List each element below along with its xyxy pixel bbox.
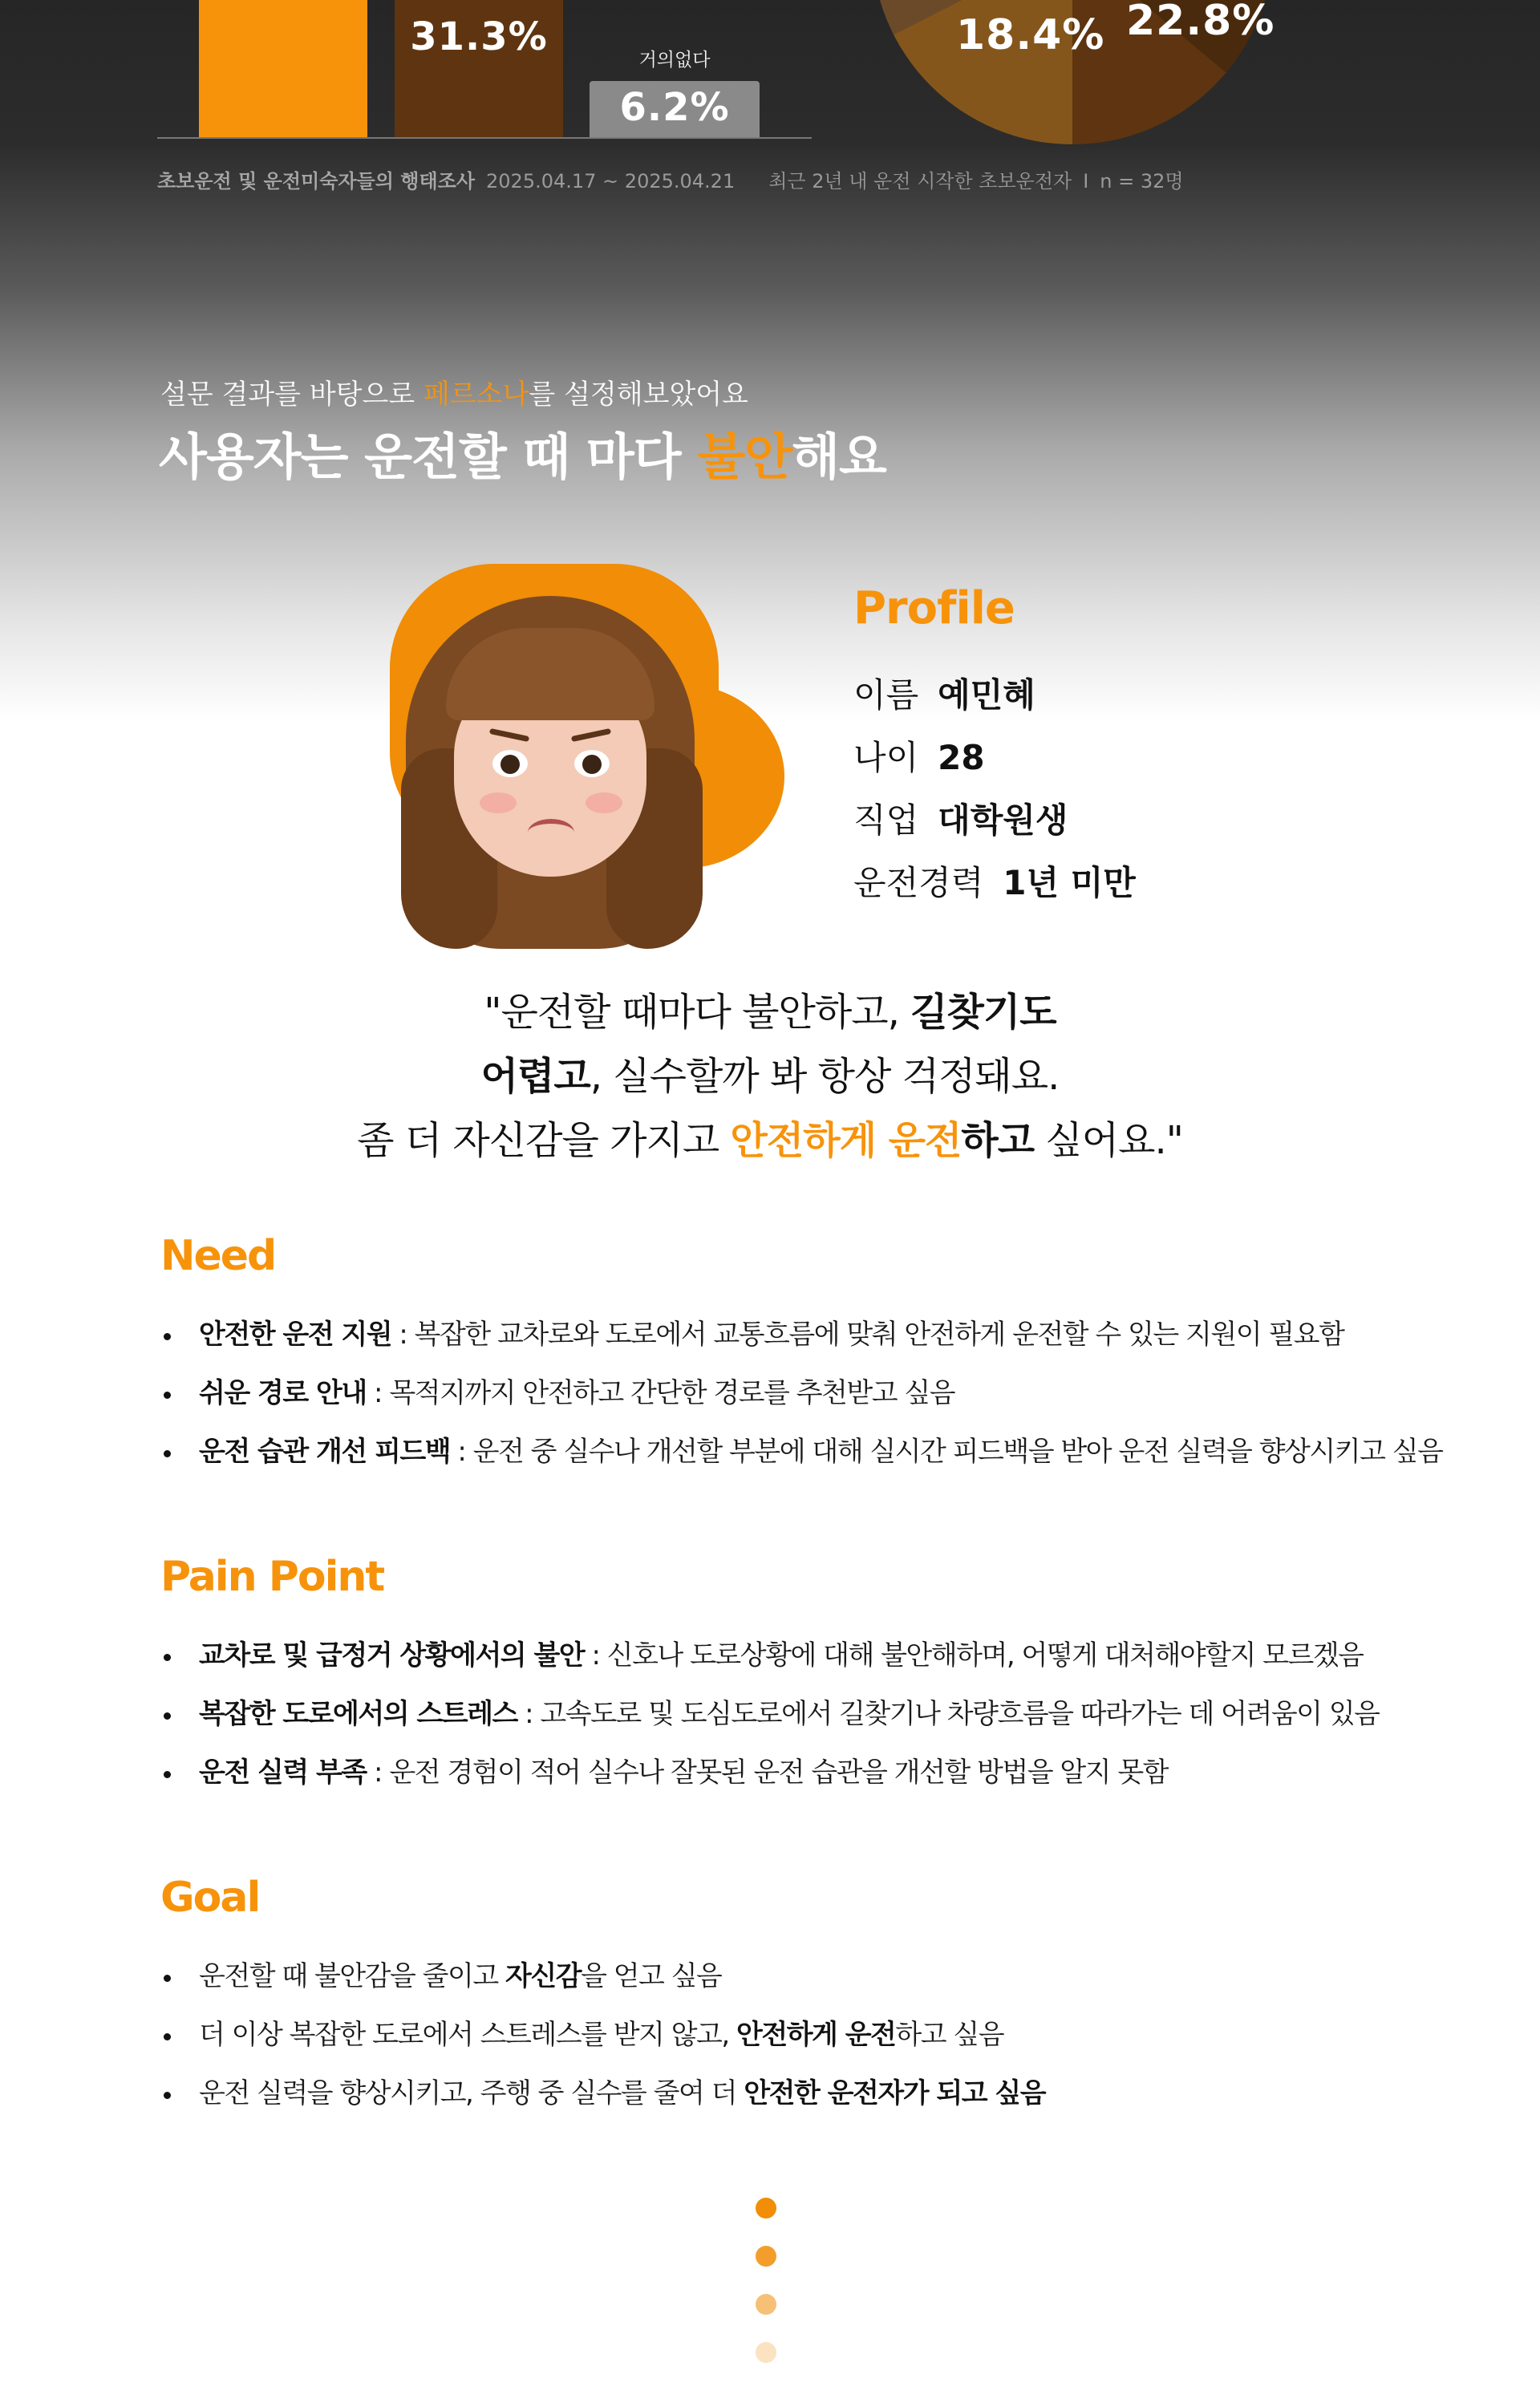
quote-line: [289, 1108, 1251, 1173]
quote-line: [289, 980, 1251, 1044]
quote-text: 좀 더 자신감을 가지고: [357, 1118, 731, 1163]
profile-value: 예민혜: [938, 675, 1035, 715]
survey-target: 최근 2년 내 운전 시작한 초보운전자: [768, 170, 1072, 192]
quote-text: 싶어요.": [1034, 1118, 1183, 1163]
list-item: [160, 1627, 1412, 1685]
item-text: : 고속도로 및 도심도로에서 길찾기나 차량흐름을 따라가는 데 어려움이 있음: [517, 1698, 1380, 1730]
item-text: 을 얻고 싶음: [581, 1960, 722, 1992]
chart-baseline: [157, 137, 812, 139]
pie-value: 22.8%: [1126, 0, 1275, 45]
profile-title: Profile: [853, 582, 1015, 634]
avatar-cheek: [586, 792, 622, 813]
pagination-dot-1[interactable]: [756, 2198, 776, 2219]
avatar-eye: [492, 750, 528, 777]
item-keyword: 운전 실력 부족: [199, 1757, 367, 1789]
persona-quote: [289, 980, 1251, 1173]
item-keyword: 안전한 운전 지원: [199, 1319, 392, 1351]
profile-value: 1년 미만: [1003, 863, 1136, 902]
item-text: : 복잡한 교차로와 도로에서 교통흐름에 맞춰 안전하게 운전할 수 있는 지원이 필요함: [391, 1319, 1344, 1351]
item-text: 운전할 때 불안감을 줄이고: [199, 1960, 506, 1992]
quote-emphasis: 하고: [961, 1118, 1035, 1163]
pagination-dot-4[interactable]: [756, 2342, 776, 2363]
avatar-mouth: [528, 819, 574, 846]
pain-point-title: Pain Point: [160, 1553, 384, 1601]
list-item: [160, 1306, 1412, 1364]
quote-highlight: 안전하게 운전: [730, 1118, 962, 1163]
pain-point-list: [160, 1627, 1412, 1802]
item-text: 하고 싶음: [895, 2019, 1004, 2051]
intro-title-highlight: 불안: [697, 428, 792, 486]
item-keyword: 안전하게 운전: [736, 2019, 896, 2051]
profile-value: 28: [938, 738, 985, 777]
survey-note: [157, 165, 1184, 193]
goal-title: Goal: [160, 1874, 260, 1922]
goal-list: [160, 1947, 1412, 2123]
quote-emphasis: 길찾기도: [910, 990, 1056, 1035]
survey-title: 초보운전 및 운전미숙자들의 행태조사: [157, 170, 476, 192]
chart-bar-orange: [199, 0, 367, 138]
intro-sub-highlight: 페르소나: [424, 379, 529, 411]
list-item: [160, 2065, 1412, 2123]
item-keyword: 쉬운 경로 안내: [199, 1377, 367, 1409]
list-item: [160, 1744, 1412, 1802]
avatar-eye: [574, 750, 610, 777]
intro-title-text: 해요: [792, 428, 886, 486]
list-item: [160, 1423, 1443, 1481]
profile-key: 직업: [853, 800, 919, 840]
item-text: : 운전 경험이 적어 실수나 잘못된 운전 습관을 개선할 방법을 알지 못함: [366, 1757, 1169, 1789]
quote-text: "운전할 때마다 불안하고,: [484, 990, 911, 1035]
item-keyword: 자신감: [505, 1960, 582, 1992]
profile-row-experience: [853, 857, 1136, 905]
persona-intro-subtitle: [160, 372, 748, 411]
item-keyword: 운전 습관 개선 피드백: [199, 1436, 451, 1468]
quote-text: , 실수할까 봐 항상 걱정돼요.: [590, 1054, 1060, 1099]
profile-value: 대학원생: [938, 800, 1068, 840]
quote-line: [289, 1044, 1251, 1108]
item-text: : 운전 중 실수나 개선할 부분에 대해 실시간 피드백을 받아 운전 실력을 향상시키고 싶음: [450, 1436, 1443, 1468]
profile-key: 나이: [853, 738, 919, 777]
item-keyword: 안전한 운전자가 되고 싶음: [744, 2077, 1046, 2109]
pie-value: 18.4%: [956, 11, 1105, 59]
profile-key: 운전경력: [853, 863, 984, 902]
quote-emphasis: 어렵고: [480, 1054, 590, 1099]
list-item: [160, 2006, 1412, 2065]
list-item: [160, 1364, 1412, 1423]
list-item: [160, 1947, 1412, 2006]
need-list: [160, 1306, 1443, 1481]
survey-separator: I: [1083, 170, 1089, 192]
pagination-dot-2[interactable]: [756, 2246, 776, 2267]
survey-period: 2025.04.17 ~ 2025.04.21: [486, 170, 736, 192]
survey-sample: n = 32명: [1100, 170, 1184, 192]
need-title: Need: [160, 1232, 276, 1280]
item-keyword: 복잡한 도로에서의 스트레스: [199, 1698, 517, 1730]
intro-sub-text: 설문 결과를 바탕으로: [160, 379, 424, 411]
intro-title-text: 사용자는 운전할 때 마다: [159, 428, 698, 486]
list-item: [160, 1685, 1412, 1744]
pagination-dot-3[interactable]: [756, 2294, 776, 2315]
intro-sub-text: 를 설정해보았어요: [529, 379, 748, 411]
profile-row-job: [853, 794, 1068, 842]
item-text: : 목적지까지 안전하고 간단한 경로를 추천받고 싶음: [366, 1377, 955, 1409]
profile-row-name: [853, 669, 1035, 717]
avatar-cheek: [480, 792, 517, 813]
persona-intro-title: [159, 417, 886, 488]
item-keyword: 교차로 및 급정거 상황에서의 불안: [199, 1639, 585, 1672]
persona-avatar: [390, 564, 784, 949]
item-text: 운전 실력을 향상시키고, 주행 중 실수를 줄여 더: [199, 2077, 744, 2109]
profile-key: 이름: [853, 675, 919, 715]
chart-bar-label: 거의없다: [638, 50, 711, 71]
profile-row-age: [853, 731, 985, 780]
item-text: 더 이상 복잡한 도로에서 스트레스를 받지 않고,: [199, 2019, 736, 2051]
chart-bar-value: 6.2%: [619, 85, 730, 130]
item-text: : 신호나 도로상황에 대해 불안해하며, 어떻게 대처해야할지 모르겠음: [584, 1639, 1364, 1672]
chart-bar-value: 31.3%: [410, 14, 548, 59]
